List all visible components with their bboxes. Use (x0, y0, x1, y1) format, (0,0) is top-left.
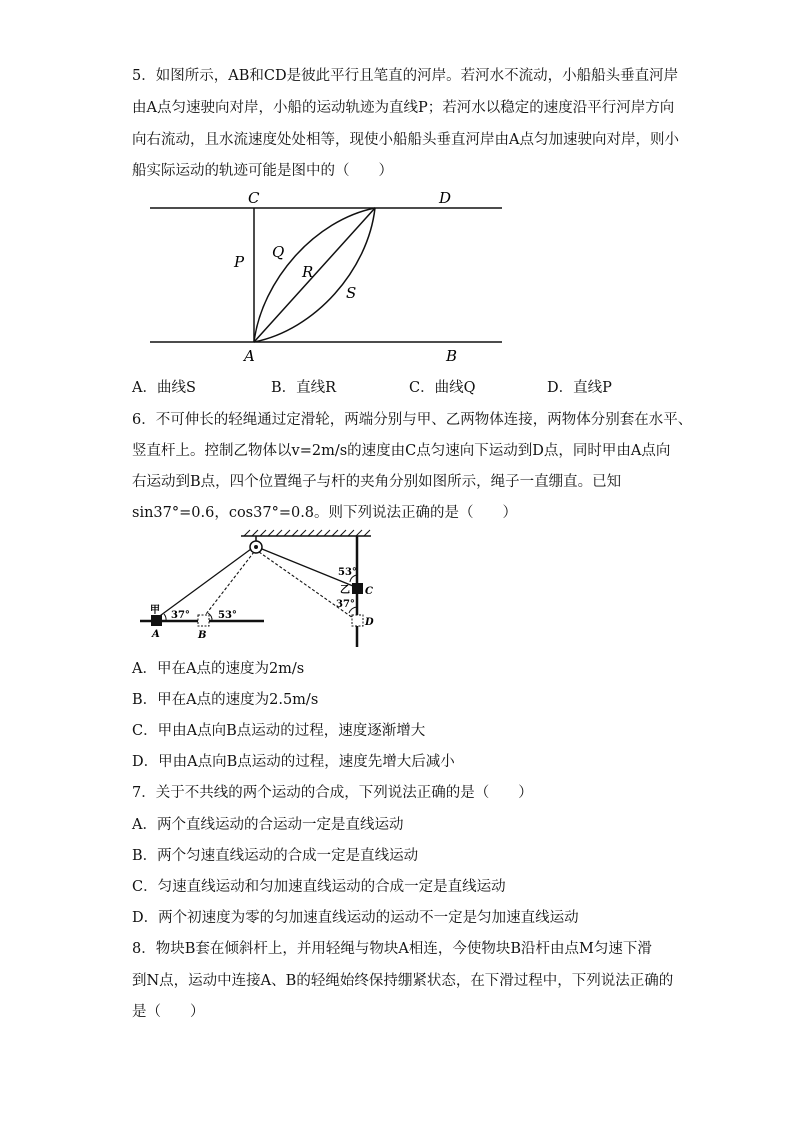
q7-option-c[interactable]: C．匀速直线运动和匀加速直线运动的合成一定是直线运动 (132, 879, 506, 895)
label-a: A (244, 347, 255, 365)
q6-option-c[interactable]: C．甲由A点向B点运动的过程，速度逐渐增大 (132, 723, 426, 739)
pulley-axle (254, 545, 258, 549)
path-r (254, 208, 375, 342)
block-at-b (198, 615, 209, 626)
q5-option-a[interactable]: A．曲线S (132, 380, 196, 396)
q6-option-a[interactable]: A．甲在A点的速度为2m/s (132, 661, 305, 677)
label-a: A (152, 629, 160, 640)
q7-option-a[interactable]: A．两个直线运动的合运动一定是直线运动 (132, 817, 404, 833)
q5-river-figure (140, 185, 510, 370)
label-c: C (248, 189, 260, 207)
q5-option-b[interactable]: B．直线R (271, 380, 337, 396)
q5-option-d[interactable]: D．直线P (547, 380, 612, 396)
label-ang-b: 53° (218, 610, 237, 621)
label-yi: 乙 (340, 585, 350, 596)
q6-option-d[interactable]: D．甲由A点向B点运动的过程，速度先增大后减小 (132, 754, 455, 770)
q8-line-2: 到N点，运动中连接A、B的轻绳始终保持绷紧状态，在下滑过程中，下列说法正确的 (132, 973, 674, 989)
q6-line-3: 右运动到B点，四个位置绳子与杆的夹角分别如图所示，绳子一直绷直。已知 (132, 474, 622, 490)
q5-line-1: 5．如图所示，AB和CD是彼此平行且笔直的河岸。若河水不流动，小船船头垂直河岸 (132, 68, 679, 84)
rope-to-a (157, 549, 251, 618)
label-c: C (365, 586, 373, 597)
label-p: P (234, 253, 245, 271)
ceiling-hatching (244, 530, 370, 536)
q5-line-2: 由A点匀速驶向对岸，小船的运动轨迹为直线P；若河水以稳定的速度沿平行河岸方向 (132, 100, 675, 116)
q6-pulley-figure (136, 527, 376, 652)
label-s: S (346, 284, 357, 302)
q6-option-b[interactable]: B．甲在A点的速度为2.5m/s (132, 692, 319, 708)
label-ang-a: 37° (171, 610, 190, 621)
block-at-d (352, 615, 363, 626)
q6-line-2: 竖直杆上。控制乙物体以v=2m/s的速度由C点匀速向下运动到D点，同时甲由A点向 (132, 443, 671, 459)
label-b: B (446, 347, 458, 365)
q7-option-d[interactable]: D．两个初速度为零的匀加速直线运动的运动不一定是匀加速直线运动 (132, 910, 579, 926)
label-d: D (365, 617, 374, 628)
label-r: R (302, 263, 314, 281)
q5-option-c[interactable]: C．曲线Q (409, 380, 476, 396)
q8-line-3: 是（ ） (132, 1004, 205, 1020)
label-b: B (198, 630, 207, 641)
q6-line-4: sin37°=0.6，cos37°=0.8。则下列说法正确的是（ ） (132, 505, 518, 521)
q7-option-b[interactable]: B．两个匀速直线运动的合成一定是直线运动 (132, 848, 419, 864)
label-jia: 甲 (150, 605, 160, 616)
q6-line-1: 6．不可伸长的轻绳通过定滑轮，两端分别与甲、乙两物体连接，两物体分别套在水平、 (132, 412, 693, 428)
q5-line-3: 向右流动，且水流速度处处相等，现使小船船头垂直河岸由A点匀加速驶向对岸，则小 (132, 132, 679, 148)
block-yi-at-c (352, 583, 363, 594)
block-jia-at-a (151, 615, 162, 626)
rope-to-b (203, 552, 254, 618)
q5-line-4: 船实际运动的轨迹可能是图中的（ ） (132, 163, 393, 179)
q8-line-1: 8．物块B套在倾斜杆上，并用轻绳与物块A相连，今使物块B沿杆由点M匀速下滑 (132, 941, 652, 957)
q7-stem: 7．关于不共线的两个运动的合成，下列说法正确的是（ ） (132, 785, 533, 801)
label-q: Q (272, 243, 285, 261)
label-ang-c: 53° (338, 567, 357, 578)
label-d: D (439, 189, 452, 207)
label-ang-d: 37° (336, 599, 355, 610)
